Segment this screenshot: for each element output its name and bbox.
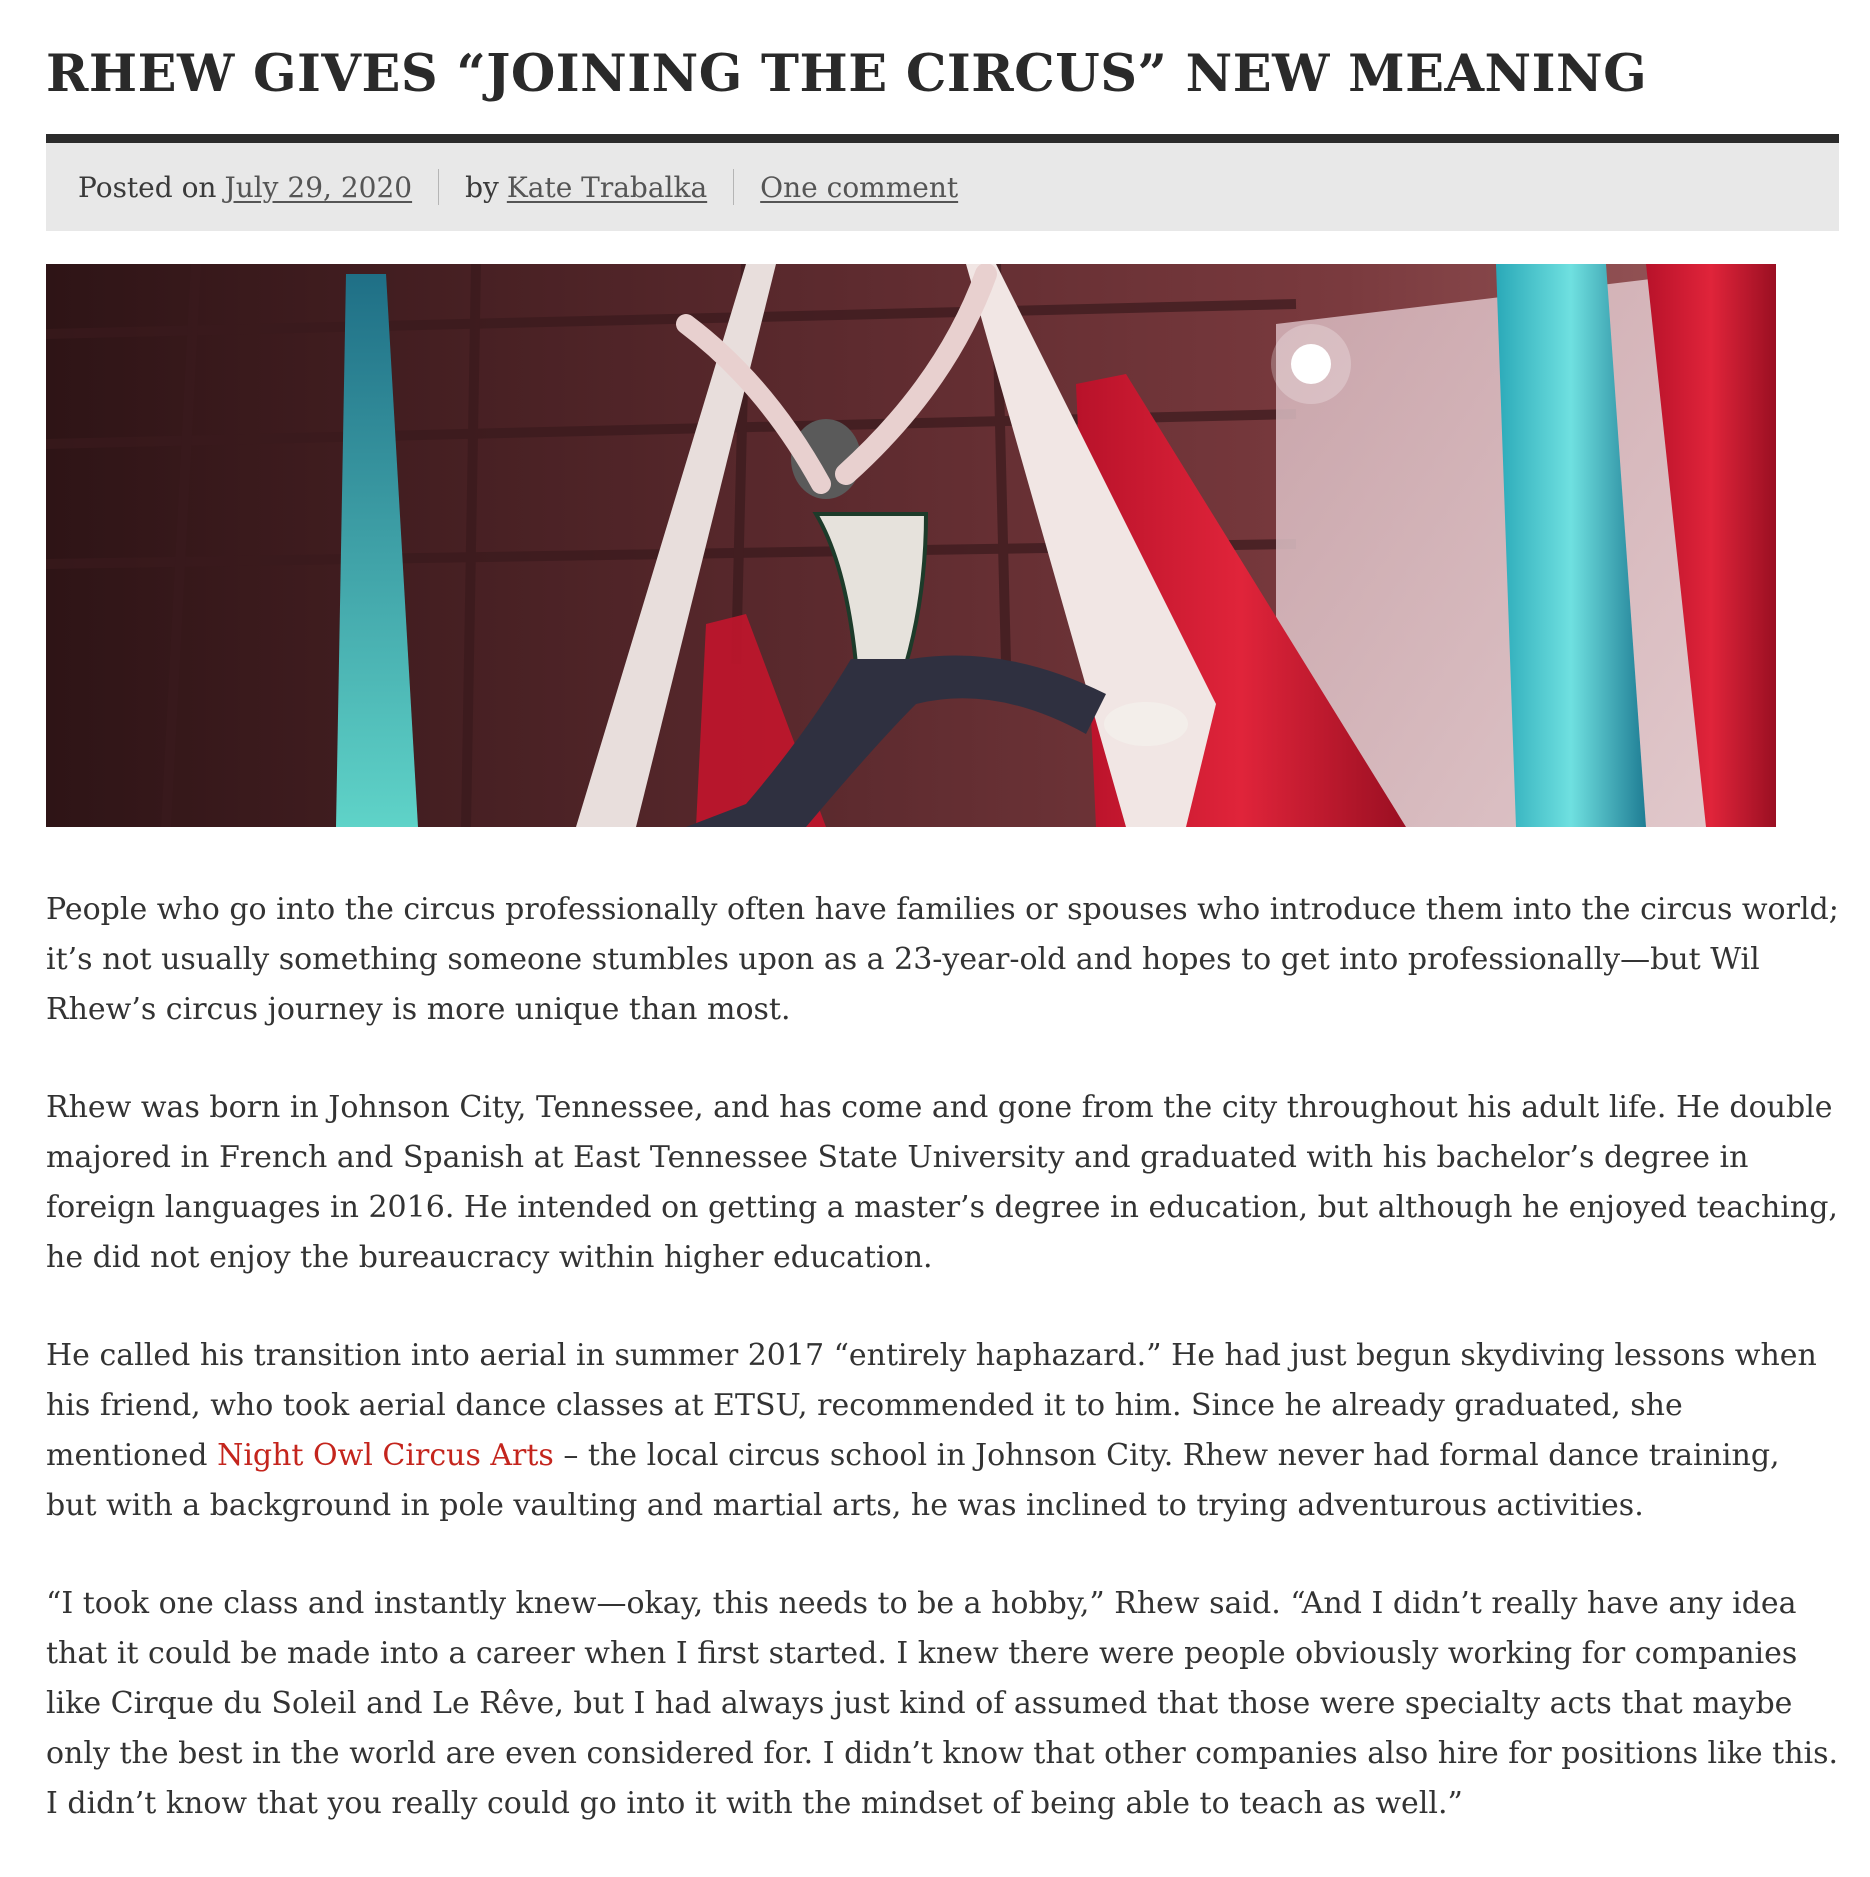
paragraph: “I took one class and instantly knew—okay, this needs to be a hobby,” Rhew said. “And I didn’t really have any idea that it could be made into a career when I first started. I knew there were people obviously working for companies like Cirque du Soleil and Le Rêve, but I had always just kind of assumed that those were specialty acts that maybe only the best in the world are even considered for. I didn’t know that other companies also hire for positions like this. I didn’t know that you really could go into it with the mindset of being able to teach as well.” (46, 1586, 1839, 1821)
paragraph: Rhew was born in Johnson City, Tennessee, and has come and gone from the city throughout his adult life. He double majored in French and Spanish at East Tennessee State University and graduated with his bachelor’s degree in foreign languages in 2016. He intended on getting a master’s degree in education, but although he enjoyed teaching, he did not enjoy the bureaucracy within higher education. (46, 1090, 1838, 1275)
hero-image (46, 264, 1776, 827)
comments-link[interactable]: One comment (760, 170, 959, 204)
paragraph-text: – the local circus school in Johnson City. Rhew never had formal dance training, but with a background in pole vaulting and martial arts, he was inclined to trying adventurous activities. (46, 1438, 1780, 1523)
paragraph (46, 1331, 1839, 1531)
author-link[interactable]: Kate Trabalka (506, 170, 708, 204)
article (46, 0, 1839, 1877)
article-body (46, 885, 1839, 1829)
post-meta-bar (46, 143, 1839, 231)
article-title: RHEW GIVES “JOINING THE CIRCUS” NEW MEANING (46, 44, 1648, 104)
post-date-link[interactable]: July 29, 2020 (224, 170, 413, 204)
posted-on-label: Posted on (78, 170, 217, 204)
meta-separator (733, 169, 734, 205)
by-label: by (465, 170, 499, 204)
title-divider (46, 134, 1839, 143)
night-owl-circus-arts-link[interactable]: Night Owl Circus Arts (217, 1438, 554, 1473)
paragraph: People who go into the circus professionally often have families or spouses who introduce them into the circus world; it’s not usually something someone stumbles upon as a 23-year-old and hopes to get into professionally—but Wil Rhew’s circus journey is more unique than most. (46, 892, 1839, 1027)
meta-separator (438, 169, 439, 205)
paragraph-text: He called his transition into aerial in summer 2017 “entirely haphazard.” He had just begun skydiving lessons when his friend, who took aerial dance classes at ETSU, recommended it to him. Since he already graduated, she mentioned (46, 1338, 1817, 1473)
